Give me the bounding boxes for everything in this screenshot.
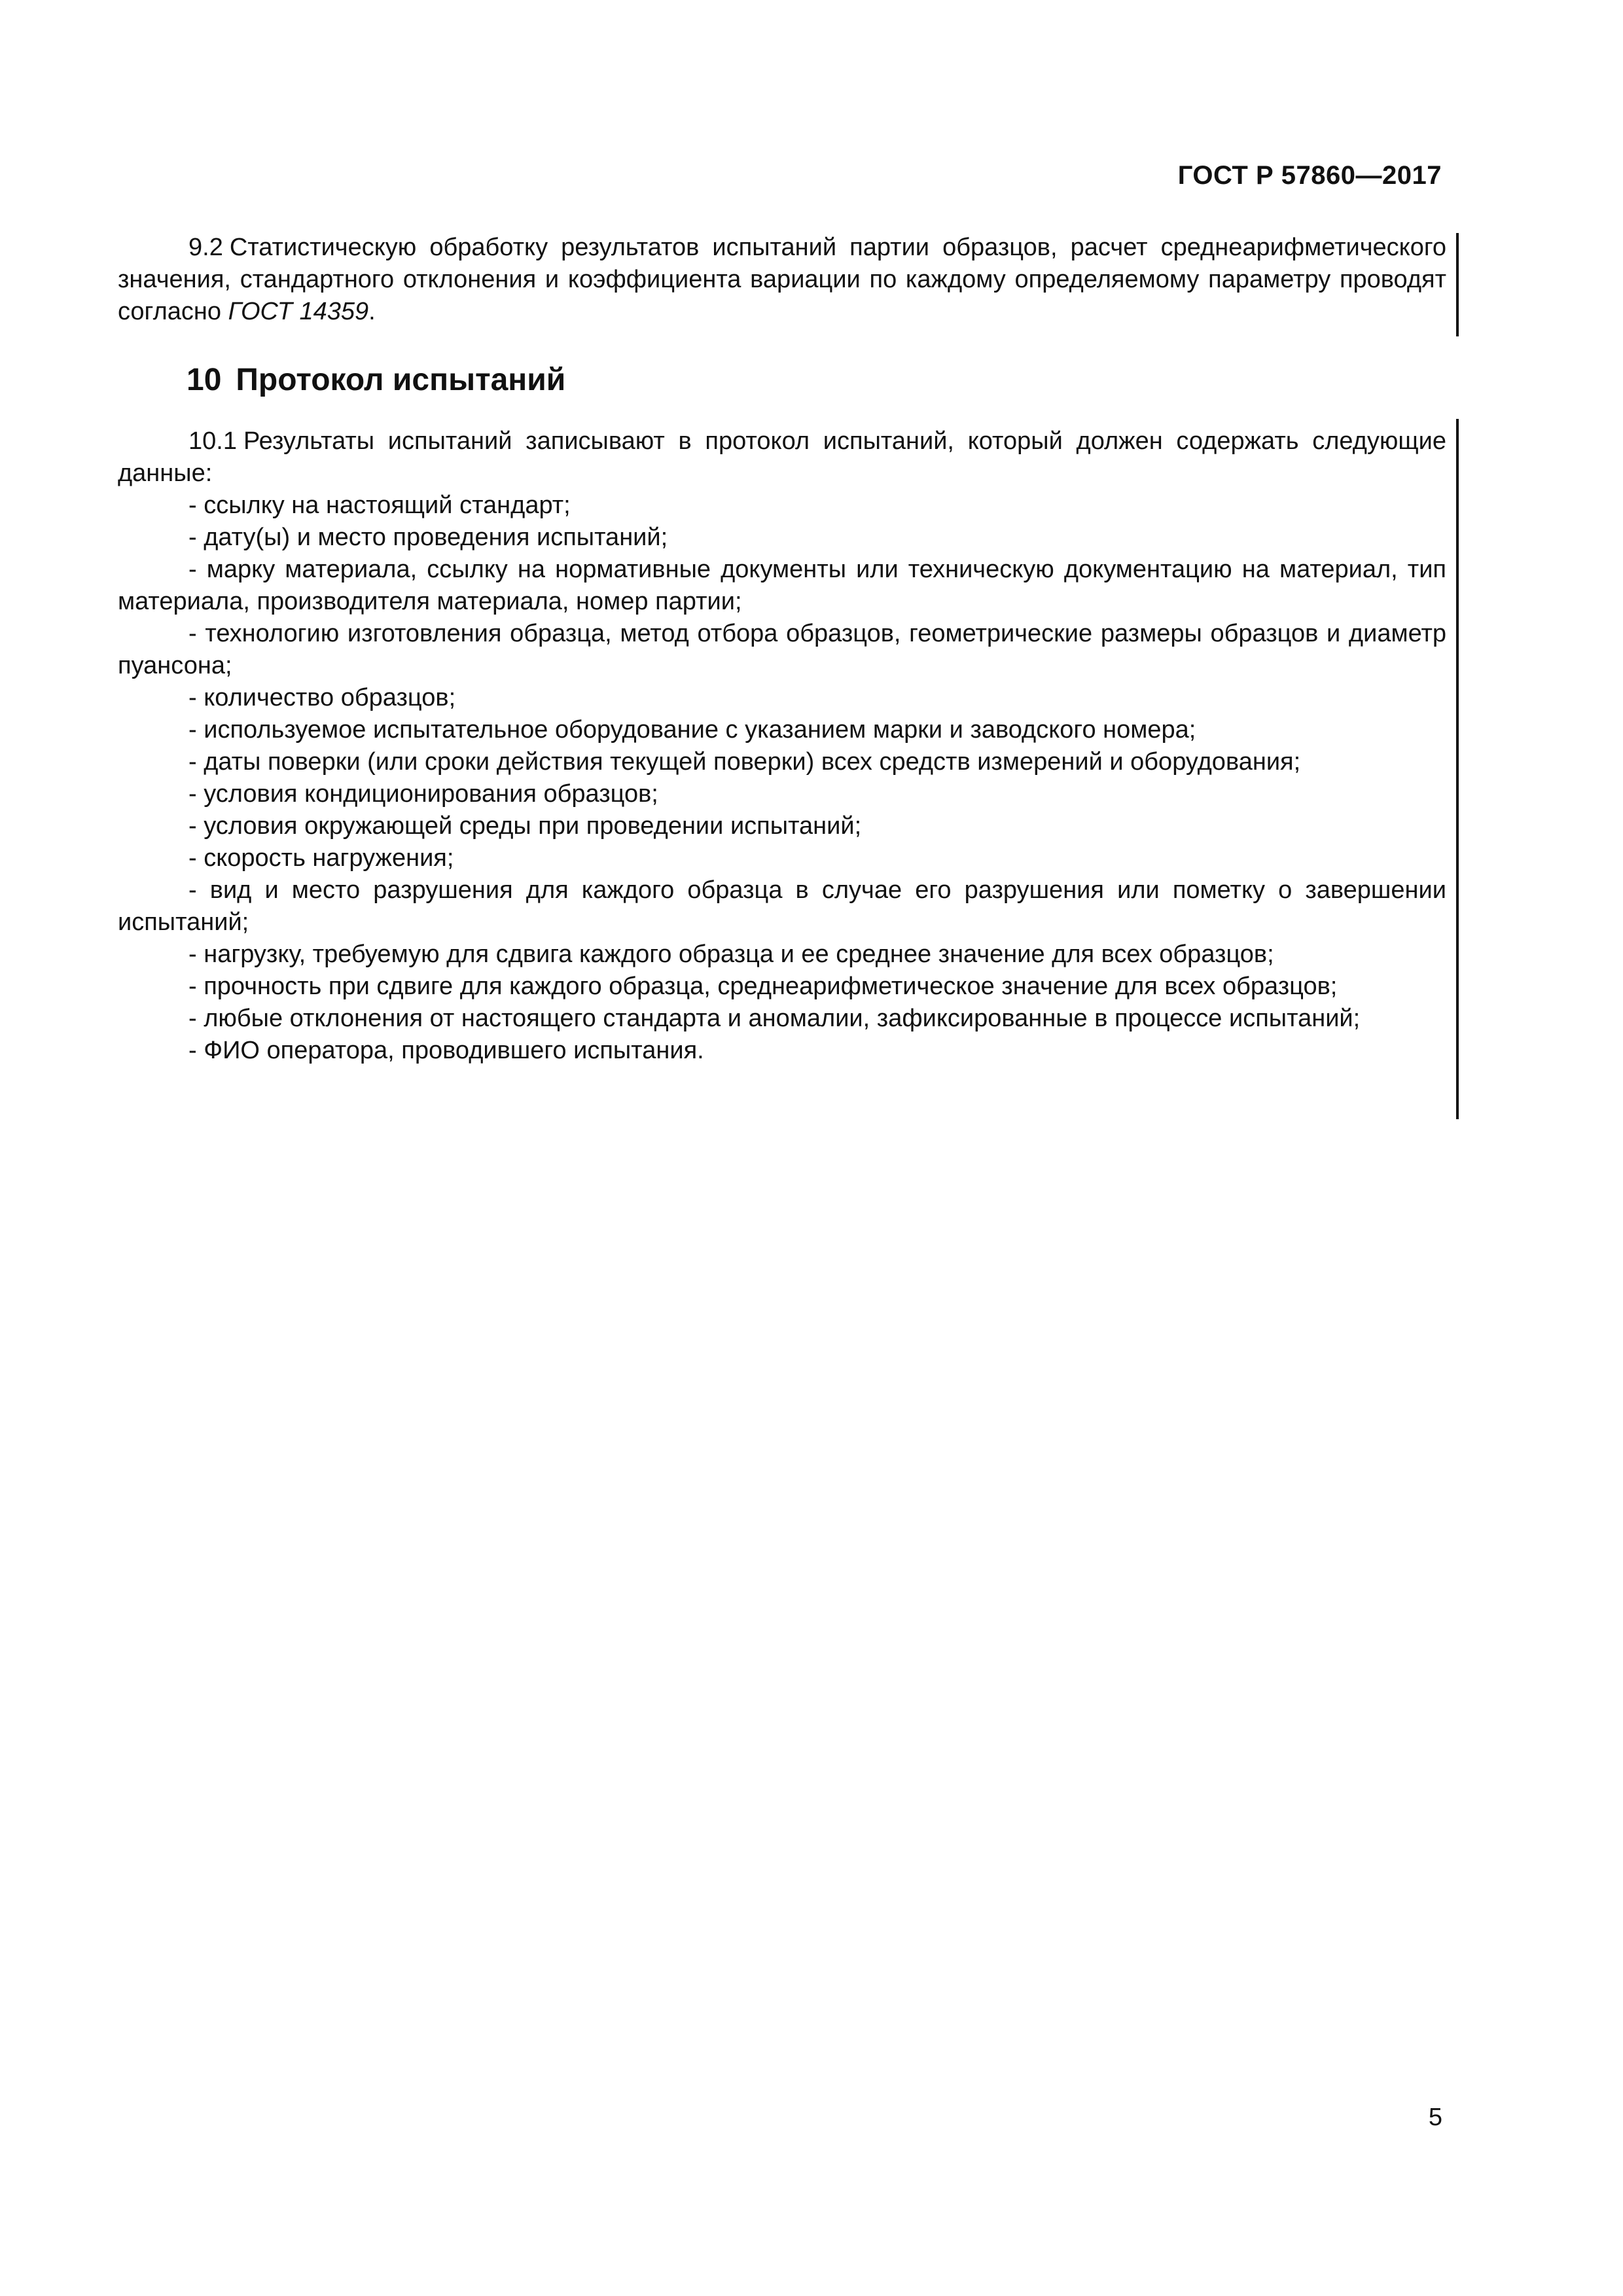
clause-text: Результаты испытаний записывают в протокол испытаний, который должен содержать следующие данные: xyxy=(118,427,1446,487)
list-item: - нагрузку, требуемую для сдвига каждого образца и ее среднее значение для всех образцов; xyxy=(188,941,1274,968)
list-item: - используемое испытательное оборудование с указанием марки и заводского номера; xyxy=(188,716,1196,744)
list-item: - ссылку на настоящий стандарт; xyxy=(188,492,571,519)
standard-reference: ГОСТ 14359 xyxy=(228,298,369,325)
section-number: 10 xyxy=(187,363,222,397)
list-item: - прочность при сдвиге для каждого образца, среднеарифметическое значение для всех образцов; xyxy=(188,973,1338,1000)
list-item: - марку материала, ссылку на нормативные документы или техническую документацию на материал, тип материала, производителя материала, номер партии; xyxy=(118,556,1446,615)
change-bar xyxy=(1456,419,1459,1119)
list-item: - технологию изготовления образца, метод отбора образцов, геометрические размеры образцов и диаметр пуансона; xyxy=(118,620,1446,679)
section-title: Протокол испытаний xyxy=(236,363,566,397)
list-item: - вид и место разрушения для каждого образца в случае его разрушения или пометку о завершении испытаний; xyxy=(118,876,1446,936)
page-number: 5 xyxy=(1428,2104,1442,2131)
standard-code: ГОСТ Р 57860—2017 xyxy=(1177,161,1442,190)
list-item: - любые отклонения от настоящего стандарта и аномалии, зафиксированные в процессе испытаний; xyxy=(188,1005,1361,1032)
list-item: - дату(ы) и место проведения испытаний; xyxy=(188,524,668,551)
clause-10-1-intro xyxy=(118,425,1446,490)
clause-number: 10.1 xyxy=(188,427,237,455)
change-bar xyxy=(1456,233,1459,336)
clause-9-2-paragraph xyxy=(118,232,1446,328)
clause-text-end: . xyxy=(368,298,376,325)
list-item: - ФИО оператора, проводившего испытания. xyxy=(188,1037,704,1064)
list-item: - условия окружающей среды при проведении испытаний; xyxy=(188,812,862,840)
list-item: - даты поверки (или сроки действия текущей поверки) всех средств измерений и оборудования; xyxy=(188,748,1301,776)
list-item: - условия кондиционирования образцов; xyxy=(188,780,658,808)
section-heading xyxy=(187,362,565,398)
clause-10-1 xyxy=(118,425,1446,1067)
clause-number: 9.2 xyxy=(188,234,223,261)
list-item: - скорость нагружения; xyxy=(188,844,454,872)
clause-9-2 xyxy=(118,232,1446,328)
clause-text: Статистическую обработку результатов испытаний партии образцов, расчет среднеарифметического значения, стандартного отклонения и коэффициента вариации по каждому определяемому параметру проводят согласно xyxy=(118,234,1446,325)
list-item: - количество образцов; xyxy=(188,684,456,711)
